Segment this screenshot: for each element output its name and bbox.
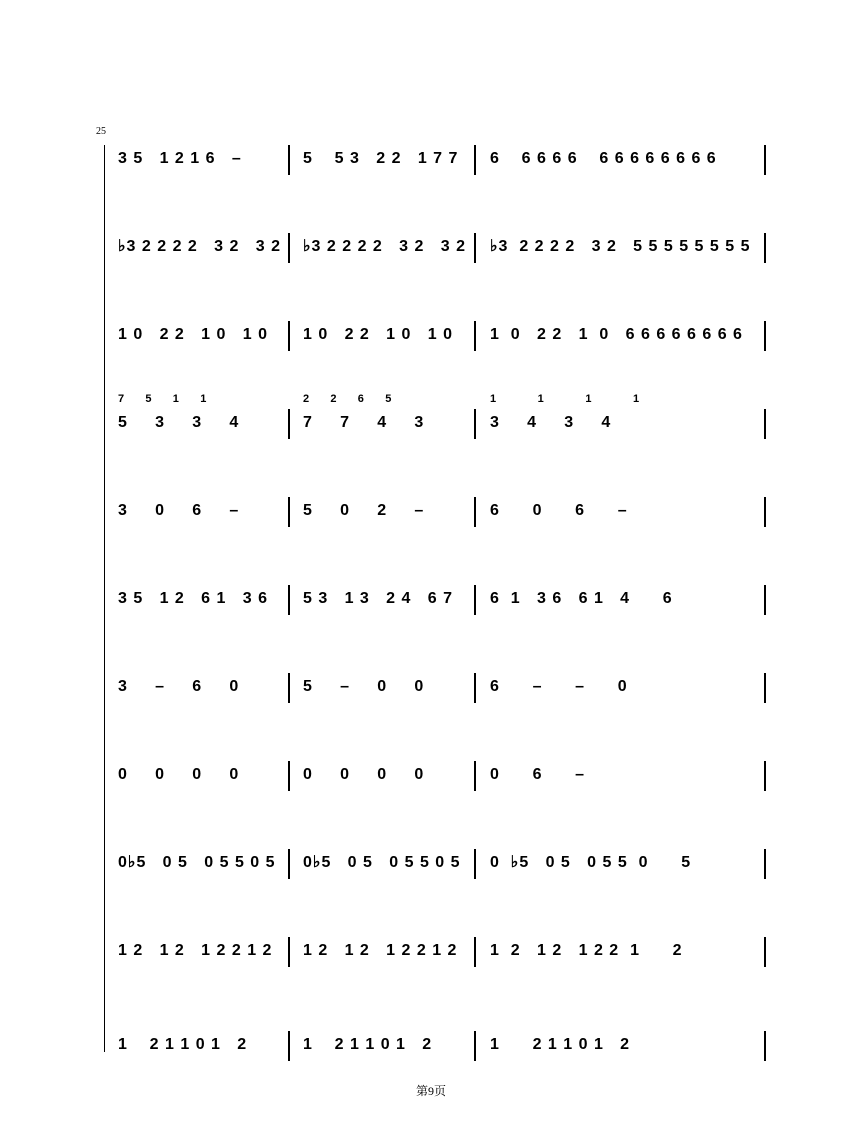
bar-line bbox=[764, 145, 766, 175]
bar-line bbox=[474, 761, 476, 791]
bar-line bbox=[764, 497, 766, 527]
measure-notes: 1 0 2 2 1 0 6 6 6 6 6 6 6 6 bbox=[490, 326, 743, 343]
measure-notes: 0 0 0 0 bbox=[118, 766, 240, 783]
bar-line bbox=[288, 145, 290, 175]
measure-notes: 1 0 2 2 1 0 1 0 bbox=[118, 326, 268, 343]
bar-line bbox=[764, 233, 766, 263]
bar-line bbox=[474, 673, 476, 703]
bar-line bbox=[764, 673, 766, 703]
staff-row bbox=[0, 766, 862, 815]
staff-row bbox=[0, 326, 862, 375]
bar-line bbox=[764, 321, 766, 351]
measure-notes: 6 – – 0 bbox=[490, 678, 628, 695]
bar-line bbox=[474, 145, 476, 175]
measure-notes: 1 2 1 2 1 2 2 1 2 bbox=[118, 942, 273, 959]
measure-notes: ♭3 2 2 2 2 3 2 5 5 5 5 5 5 5 5 bbox=[490, 238, 751, 255]
measure-notes: 3 5 1 2 1 6 – bbox=[118, 150, 242, 167]
measure-notes: 1 2 1 2 1 2 2 1 2 bbox=[490, 942, 683, 959]
measure-notes: 0 6 – bbox=[490, 766, 586, 783]
measure-notes: 6 1 3 6 6 1 4 6 bbox=[490, 590, 673, 607]
upper-voice-notes: 7 5 1 1 bbox=[118, 393, 208, 405]
measure-notes: ♭3 2 2 2 2 3 2 3 2 bbox=[118, 238, 281, 255]
staff-row bbox=[0, 1036, 862, 1085]
bar-line bbox=[288, 409, 290, 439]
measure-notes: 5 3 3 4 bbox=[118, 414, 240, 431]
page-footer: 第9页 bbox=[415, 1084, 446, 1098]
staff-row bbox=[0, 942, 862, 991]
staff-row bbox=[0, 238, 862, 287]
measure-notes: ♭3 2 2 2 2 3 2 3 2 bbox=[303, 238, 466, 255]
measure-notes: 5 0 2 – bbox=[303, 502, 425, 519]
bar-line bbox=[474, 585, 476, 615]
bar-line bbox=[474, 321, 476, 351]
measure-notes: 0 0 0 0 bbox=[303, 766, 425, 783]
bar-line bbox=[474, 849, 476, 879]
measure-notes: 6 0 6 – bbox=[490, 502, 628, 519]
bar-line bbox=[288, 937, 290, 967]
bar-line bbox=[288, 849, 290, 879]
measure-notes: 1 2 1 1 0 1 2 bbox=[118, 1036, 248, 1053]
measure-notes: 0♭5 0 5 0 5 5 0 5 bbox=[118, 854, 276, 871]
bar-line bbox=[764, 585, 766, 615]
measure-notes: 1 2 1 1 0 1 2 bbox=[490, 1036, 631, 1053]
bar-line bbox=[764, 849, 766, 879]
bar-line bbox=[288, 497, 290, 527]
bar-line bbox=[474, 409, 476, 439]
bar-line bbox=[288, 321, 290, 351]
bar-line bbox=[288, 761, 290, 791]
bar-line bbox=[764, 761, 766, 791]
bar-line bbox=[288, 585, 290, 615]
staff-row bbox=[0, 590, 862, 639]
bar-line bbox=[288, 233, 290, 263]
bar-line bbox=[474, 1031, 476, 1061]
bar-line bbox=[764, 937, 766, 967]
bar-line bbox=[764, 1031, 766, 1061]
measure-notes: 3 4 3 4 bbox=[490, 414, 612, 431]
measure-notes: 3 0 6 – bbox=[118, 502, 240, 519]
measure-number: 25 bbox=[96, 126, 106, 137]
measure-notes: 3 – 6 0 bbox=[118, 678, 240, 695]
bar-line bbox=[474, 233, 476, 263]
measure-notes: 0 ♭5 0 5 0 5 5 0 5 bbox=[490, 854, 692, 871]
staff-row bbox=[0, 854, 862, 903]
measure-notes: 5 5 3 2 2 1 7 7 bbox=[303, 150, 459, 167]
measure-notes: 1 2 1 2 1 2 2 1 2 bbox=[303, 942, 458, 959]
measure-notes: 5 – 0 0 bbox=[303, 678, 425, 695]
staff-row bbox=[0, 502, 862, 551]
upper-voice-notes: 1 1 1 1 bbox=[490, 393, 641, 405]
measure-notes: 1 2 1 1 0 1 2 bbox=[303, 1036, 433, 1053]
bar-line bbox=[474, 497, 476, 527]
bar-line bbox=[288, 673, 290, 703]
measure-notes: 6 6 6 6 6 6 6 6 6 6 6 6 6 bbox=[490, 150, 717, 167]
staff-row bbox=[0, 150, 862, 199]
measure-notes: 5 3 1 3 2 4 6 7 bbox=[303, 590, 453, 607]
measure-notes: 3 5 1 2 6 1 3 6 bbox=[118, 590, 268, 607]
upper-voice-notes: 2 2 6 5 bbox=[303, 393, 393, 405]
measure-notes: 1 0 2 2 1 0 1 0 bbox=[303, 326, 453, 343]
bar-line bbox=[764, 409, 766, 439]
measure-notes: 7 7 4 3 bbox=[303, 414, 425, 431]
bar-line bbox=[288, 1031, 290, 1061]
staff-row bbox=[0, 393, 862, 463]
staff-row bbox=[0, 678, 862, 727]
bar-line bbox=[474, 937, 476, 967]
measure-notes: 0♭5 0 5 0 5 5 0 5 bbox=[303, 854, 461, 871]
